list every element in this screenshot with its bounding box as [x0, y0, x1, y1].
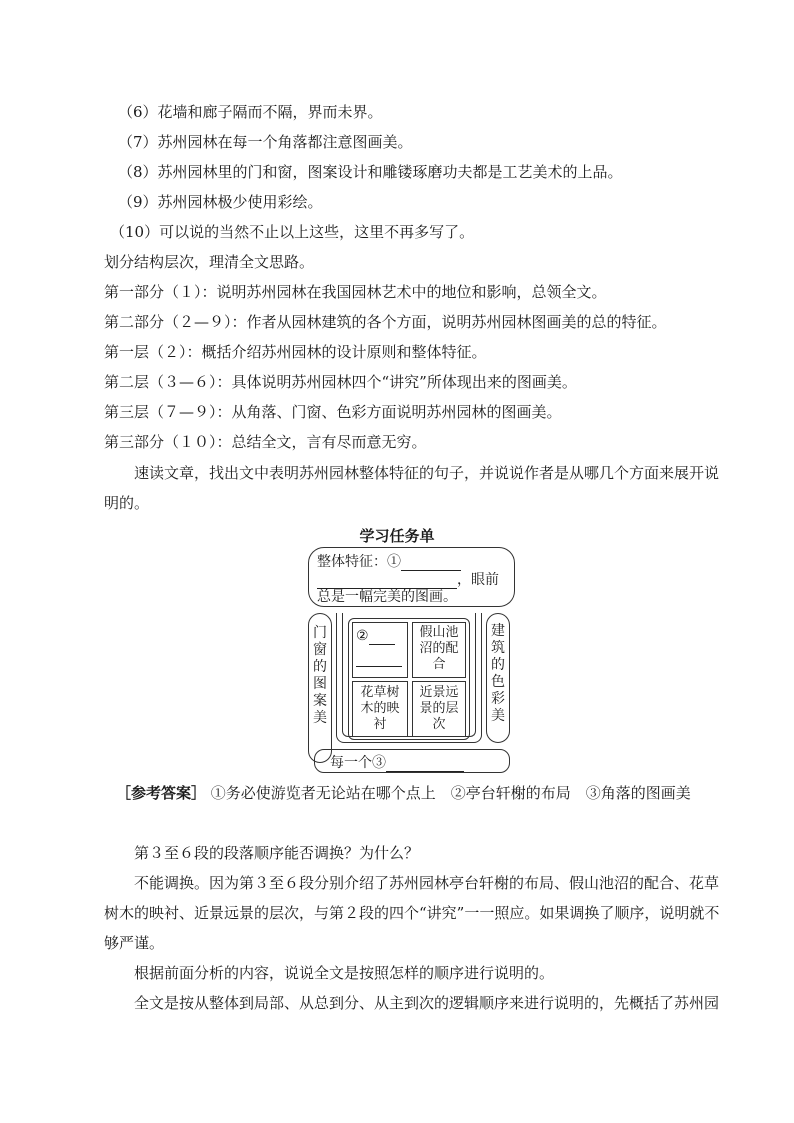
left-aspect-text: 门窗的图案美 [313, 625, 327, 726]
cell-1-line2 [356, 648, 402, 667]
answer-blank-1-cont[interactable] [317, 570, 457, 589]
overall-feature-line3: 总是一幅完美的图画。 [317, 589, 457, 605]
right-aspect-text: 建筑的色彩美 [491, 623, 505, 724]
overall-feature-label: 整体特征：① [317, 552, 461, 571]
answer-blank-3[interactable] [386, 753, 464, 772]
answer-blank-2-cont[interactable] [356, 648, 402, 667]
answer-3: 全文是按从整体到局部、从总到分、从主到次的逻辑顺序来进行说明的，先概括了苏州园 [134, 994, 720, 1012]
answer-text: ①务必使游览者无论站在哪个点上 ②亭台轩榭的布局 ③角落的图画美 [210, 784, 691, 802]
answer-2: 不能调换。因为第３至６段分别介绍了苏州园林亭台轩榭的布局、假山池沼的配合、花草树木的映衬、近景远景的层次，与第２段的四个“讲究”一一照应。如果调换了顺序，说明就不够严谨。 [104, 874, 720, 952]
structure-layer-1: 第一层（２）：概括介绍苏州园林的设计原则和整体特征。 [104, 343, 487, 361]
question-3: 根据前面分析的内容，说说全文是按照怎样的顺序进行说明的。 [134, 964, 555, 982]
list-item-7: （7）苏州园林在每一个角落都注意图画美。 [118, 133, 413, 151]
answer-blank-2[interactable] [369, 626, 395, 645]
structure-layer-3: 第三层（７—９）：从角落、门窗、色彩方面说明苏州园林的图画美。 [104, 403, 562, 421]
worksheet-title: 学习任务单 [359, 527, 435, 545]
cell-4-text: 近景远景的层次 [419, 685, 459, 732]
list-item-10: （10）可以说的当然不止以上这些，这里不再多写了。 [110, 223, 475, 241]
structure-layer-2: 第二层（３—６）：具体说明苏州园林四个“讲究”所体现出来的图画美。 [104, 373, 577, 391]
structure-part-3: 第三部分（１０）：总结全文，言有尽而意无穷。 [104, 433, 427, 451]
cell-1-line1: ② [356, 626, 395, 645]
structure-intro: 划分结构层次，理清全文思路。 [104, 253, 315, 271]
answer-blank-1[interactable] [401, 552, 461, 571]
reference-answer [104, 778, 726, 808]
cell-3-text: 花草树木的映衬 [360, 685, 400, 732]
corner-label: 每一个③ [330, 753, 464, 772]
list-item-9: （9）苏州园林极少使用彩绘。 [118, 193, 323, 211]
question-1: 速读文章，找出文中表明苏州园林整体特征的句子，并说说作者是从哪几个方面来展开说明的。 [104, 464, 720, 512]
question-2: 第３至６段的段落顺序能否调换？为什么？ [134, 844, 420, 862]
worksheet-diagram [308, 547, 515, 774]
list-item-6: （6）花墙和廊子隔而不隔，界而未界。 [118, 103, 383, 121]
structure-part-1: 第一部分（１）：说明苏州园林在我国园林艺术中的地位和影响，总领全文。 [104, 283, 607, 301]
structure-part-2: 第二部分（２—９）：作者从园林建筑的各个方面，说明苏州园林图画美的总的特征。 [104, 313, 667, 331]
list-item-8: （8）苏州园林里的门和窗，图案设计和雕镂琢磨功夫都是工艺美术的上品。 [118, 163, 623, 181]
overall-feature-line2: ，眼前 [317, 570, 499, 589]
answer-tag: ［参考答案］ [116, 784, 207, 802]
cell-2-text: 假山池沼的配合 [419, 625, 459, 672]
